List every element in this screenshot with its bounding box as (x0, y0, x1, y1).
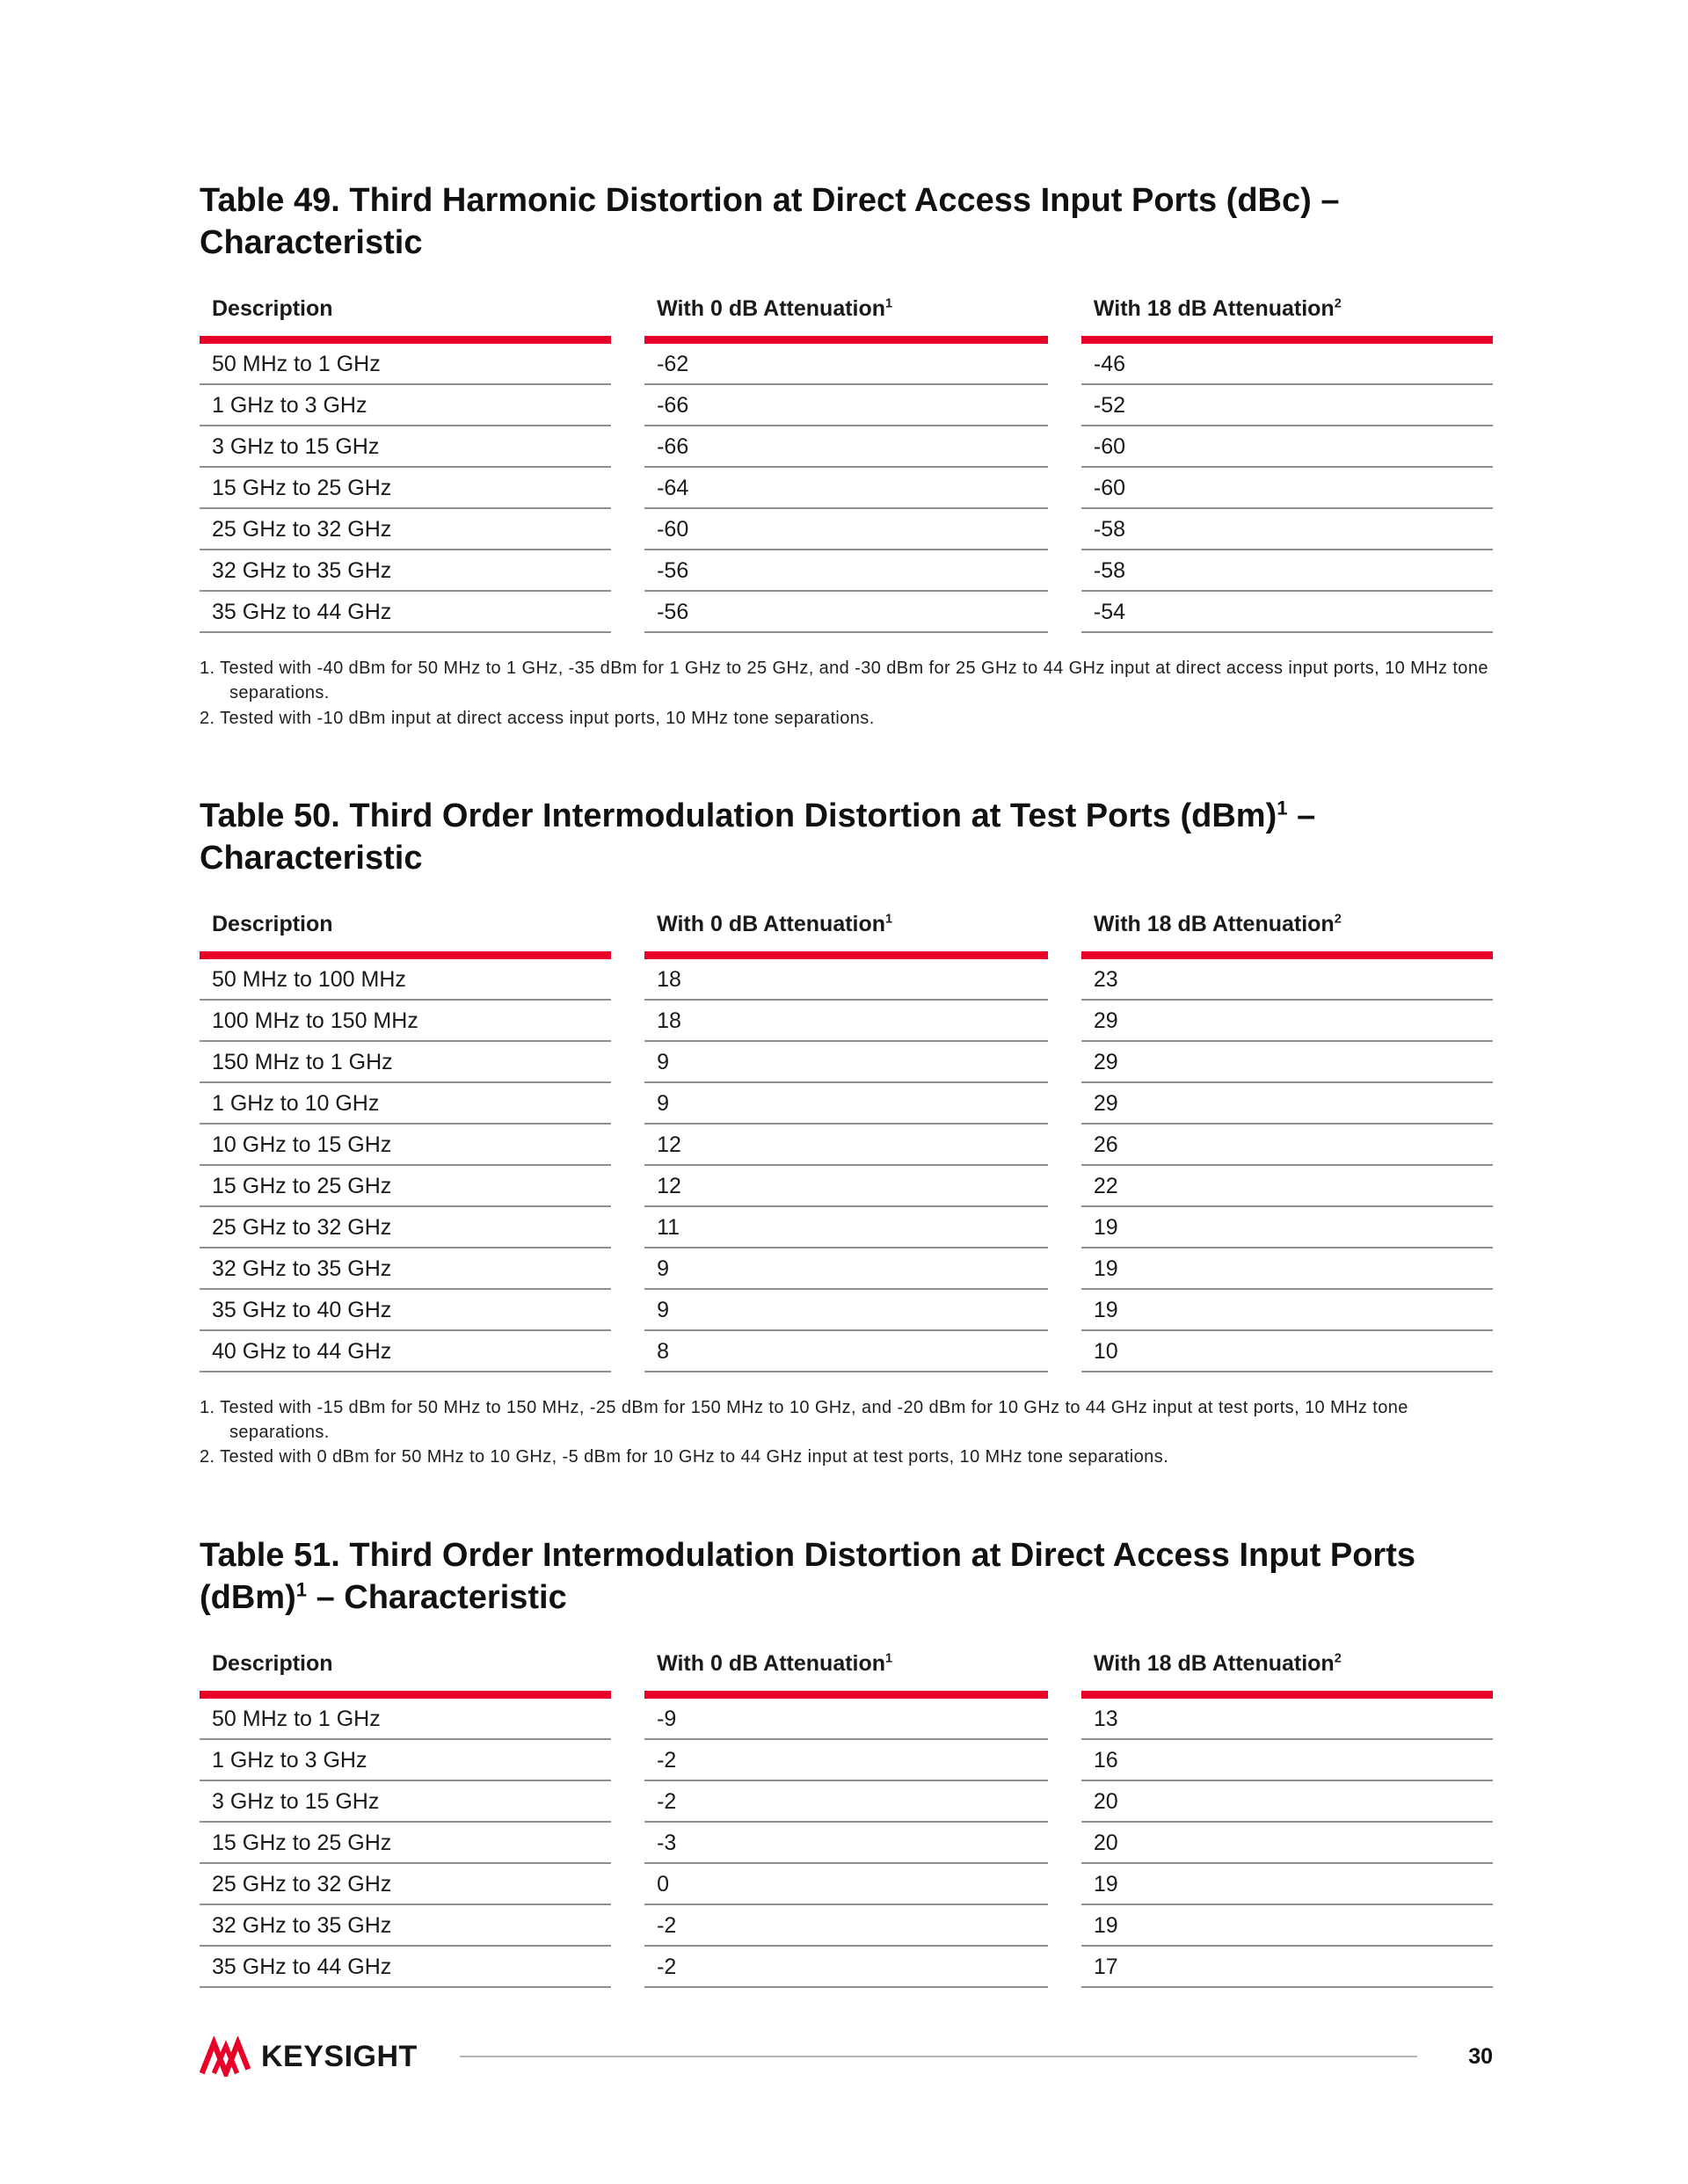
table-cell: 8 (644, 1331, 1048, 1372)
table-cell: -56 (644, 550, 1048, 592)
footer-rule (460, 2056, 1417, 2057)
table-cell: 15 GHz to 25 GHz (200, 1823, 611, 1864)
table-cell: 9 (644, 1249, 1048, 1290)
table-cell: -3 (644, 1823, 1048, 1864)
table-cell: 12 (644, 1166, 1048, 1207)
table-cell: -58 (1081, 550, 1493, 592)
table49-section (200, 180, 1493, 731)
table-cell: 16 (1081, 1740, 1493, 1781)
table-cell: 19 (1081, 1249, 1493, 1290)
spec-table (200, 296, 1493, 633)
table-cell: 50 MHz to 100 MHz (200, 959, 611, 1001)
table-cell: -60 (644, 509, 1048, 550)
col-header-description: Description (200, 1651, 611, 1699)
table-cell: -60 (1081, 468, 1493, 509)
table-cell: -62 (644, 344, 1048, 385)
table-cell: -58 (1081, 509, 1493, 550)
table-cell: 19 (1081, 1864, 1493, 1905)
table-cell: -52 (1081, 385, 1493, 426)
table-cell: 50 MHz to 1 GHz (200, 1699, 611, 1740)
table-cell: 29 (1081, 1001, 1493, 1042)
table51-section (200, 1535, 1493, 1988)
table-cell: -54 (1081, 592, 1493, 633)
table-cell: 22 (1081, 1166, 1493, 1207)
col-header-18db: With 18 dB Attenuation$^2$ (1081, 912, 1493, 959)
footnote: 2. Tested with 0 dBm for 50 MHz to 10 GHz, -5 dBm for 10 GHz to 44 GHz input at test ports, 10 MHz tone separations. (200, 1447, 1169, 1467)
table-cell: 20 (1081, 1781, 1493, 1823)
col-header-18db: With 18 dB Attenuation$^2$ (1081, 1651, 1493, 1699)
footnote: 1. Tested with -40 dBm for 50 MHz to 1 GHz, -35 dBm for 1 GHz to 25 GHz, and -30 dBm for 25 GHz to 44 GHz input at direct access input ports, 10 MHz tone separations. (200, 658, 1488, 703)
keysight-logo (200, 2036, 418, 2077)
spec-table (200, 1651, 1493, 1988)
table-cell: 18 (644, 959, 1048, 1001)
table-cell: -2 (644, 1905, 1048, 1947)
table-cell: 0 (644, 1864, 1048, 1905)
col-header-0db: With 0 dB Attenuation$^1$ (644, 1651, 1048, 1699)
table-cell: 25 GHz to 32 GHz (200, 1864, 611, 1905)
table-cell: 100 MHz to 150 MHz (200, 1001, 611, 1042)
table-cell: 1 GHz to 3 GHz (200, 1740, 611, 1781)
spec-table (200, 912, 1493, 1372)
table-cell: 19 (1081, 1207, 1493, 1249)
table-title: Table 49. Third Harmonic Distortion at Direct Access Input Ports (dBc) – Characteristic (200, 182, 1340, 261)
table-cell: 19 (1081, 1290, 1493, 1331)
table-cell: -66 (644, 426, 1048, 468)
table-cell: 35 GHz to 44 GHz (200, 592, 611, 633)
table-cell: -64 (644, 468, 1048, 509)
table-cell: 9 (644, 1083, 1048, 1125)
table-cell: 25 GHz to 32 GHz (200, 1207, 611, 1249)
table-cell: 10 (1081, 1331, 1493, 1372)
table-cell: 26 (1081, 1125, 1493, 1166)
table-cell: 10 GHz to 15 GHz (200, 1125, 611, 1166)
table-cell: -2 (644, 1781, 1048, 1823)
table-cell: 32 GHz to 35 GHz (200, 550, 611, 592)
table-cell: 20 (1081, 1823, 1493, 1864)
table-cell: 9 (644, 1042, 1048, 1083)
table-cell: 29 (1081, 1083, 1493, 1125)
table-cell: 35 GHz to 44 GHz (200, 1947, 611, 1988)
table-cell: 40 GHz to 44 GHz (200, 1331, 611, 1372)
table-title: Table 50. Third Order Intermodulation Distortion at Test Ports (dBm)$^1$ – Characteristic (200, 797, 1316, 877)
page-number: 30 (1468, 2043, 1493, 2069)
table-title: Table 51. Third Order Intermodulation Distortion at Direct Access Input Ports (dBm)$^1$ – Characteristic (200, 1536, 1415, 1616)
keysight-spark-icon (200, 2036, 251, 2077)
table-cell: 1 GHz to 3 GHz (200, 385, 611, 426)
table-cell: 19 (1081, 1905, 1493, 1947)
table-cell: -60 (1081, 426, 1493, 468)
footnotes (200, 1395, 1493, 1470)
table50-section (200, 796, 1493, 1470)
table-cell: -46 (1081, 344, 1493, 385)
table-cell: -2 (644, 1740, 1048, 1781)
table-cell: 3 GHz to 15 GHz (200, 426, 611, 468)
table-cell: 50 MHz to 1 GHz (200, 344, 611, 385)
table-cell: 17 (1081, 1947, 1493, 1988)
footnotes (200, 656, 1493, 731)
table-cell: -9 (644, 1699, 1048, 1740)
table-cell: 23 (1081, 959, 1493, 1001)
table-cell: 11 (644, 1207, 1048, 1249)
col-header-0db: With 0 dB Attenuation$^1$ (644, 912, 1048, 959)
table-cell: 15 GHz to 25 GHz (200, 1166, 611, 1207)
table-cell: 32 GHz to 35 GHz (200, 1905, 611, 1947)
col-header-18db: With 18 dB Attenuation$^2$ (1081, 296, 1493, 344)
footnote: 2. Tested with -10 dBm input at direct access input ports, 10 MHz tone separations. (200, 708, 875, 728)
footnote: 1. Tested with -15 dBm for 50 MHz to 150 MHz, -25 dBm for 150 MHz to 10 GHz, and -20 dBm for 10 GHz to 44 GHz input at test ports, 10 MHz tone separations. (200, 1397, 1408, 1443)
table-cell: 3 GHz to 15 GHz (200, 1781, 611, 1823)
col-header-0db: With 0 dB Attenuation$^1$ (644, 296, 1048, 344)
table-cell: -2 (644, 1947, 1048, 1988)
table-cell: 15 GHz to 25 GHz (200, 468, 611, 509)
table-cell: 32 GHz to 35 GHz (200, 1249, 611, 1290)
table-cell: 9 (644, 1290, 1048, 1331)
table-cell: 12 (644, 1125, 1048, 1166)
table-cell: -66 (644, 385, 1048, 426)
table-cell: 29 (1081, 1042, 1493, 1083)
table-cell: 25 GHz to 32 GHz (200, 509, 611, 550)
col-header-description: Description (200, 912, 611, 959)
table-cell: 1 GHz to 10 GHz (200, 1083, 611, 1125)
brand-name: KEYSIGHT (261, 2039, 418, 2073)
table-cell: 35 GHz to 40 GHz (200, 1290, 611, 1331)
col-header-description: Description (200, 296, 611, 344)
table-cell: 150 MHz to 1 GHz (200, 1042, 611, 1083)
table-cell: 13 (1081, 1699, 1493, 1740)
page-footer (200, 2036, 1493, 2077)
table-cell: 18 (644, 1001, 1048, 1042)
table-cell: -56 (644, 592, 1048, 633)
